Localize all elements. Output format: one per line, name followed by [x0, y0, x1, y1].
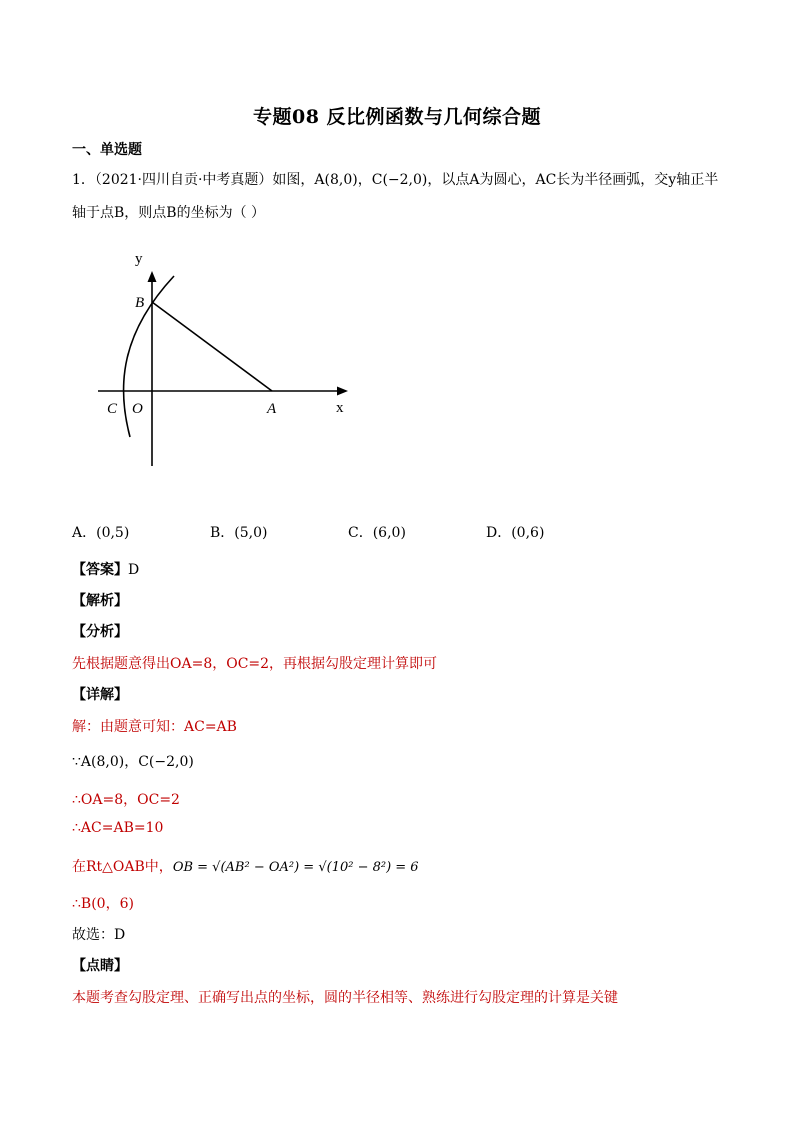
question-line-1: 1．（2021·四川自贡·中考真题）如图，A(8,0)，C(−2,0)，以点A为圆心，AC长为半径画弧，交y轴正半 — [72, 172, 719, 188]
step-5 — [72, 856, 419, 876]
section-heading: 一、单选题 — [72, 142, 142, 158]
step-3: ∴OA=8，OC=2 — [72, 792, 180, 808]
step-5-prefix: 在Rt△OAB中， — [72, 859, 173, 875]
step-2: ∵A(8,0)，C(−2,0) — [72, 754, 194, 770]
option-c[interactable]: C．(6,0) — [348, 525, 406, 541]
geometry-figure — [94, 244, 364, 474]
answer-line — [72, 559, 139, 579]
answer-tag: 【答案】 — [72, 562, 128, 578]
x-axis-arrow — [337, 387, 348, 396]
step-1: 解：由题意可知：AC=AB — [72, 719, 237, 735]
point-o-label: O — [132, 401, 143, 417]
question-line-2: 轴于点B，则点B的坐标为（ ） — [72, 205, 266, 221]
option-d[interactable]: D．(0,6) — [486, 525, 545, 541]
step-4: ∴AC=AB=10 — [72, 820, 164, 836]
segment-ab — [152, 302, 272, 391]
page-title: 专题08 反比例函数与几何综合题 — [252, 106, 542, 128]
detail-tag: 【详解】 — [72, 687, 128, 703]
comment-tag: 【点睛】 — [72, 958, 128, 974]
fenxi-tag: 【分析】 — [72, 624, 128, 640]
step-7: 故选：D — [72, 927, 126, 943]
x-axis-label: x — [336, 400, 344, 416]
step-5-formula: OB = √(AB² − OA²) = √(10² − 8²) = 6 — [172, 860, 419, 875]
option-b[interactable]: B．(5,0) — [210, 525, 268, 541]
fenxi-text: 先根据题意得出OA=8，OC=2，再根据勾股定理计算即可 — [72, 656, 438, 672]
point-b-label: B — [135, 295, 145, 311]
option-a[interactable]: A．(0,5) — [72, 525, 130, 541]
comment-text: 本题考查勾股定理、正确写出点的坐标，圆的半径相等、熟练进行勾股定理的计算是关键 — [72, 990, 618, 1006]
answer-value: D — [128, 562, 140, 578]
analysis-tag: 【解析】 — [72, 593, 128, 609]
point-c-label: C — [107, 401, 118, 417]
y-axis-arrow — [148, 271, 157, 282]
y-axis-label: y — [135, 251, 143, 267]
point-a-label: A — [267, 401, 277, 417]
step-6: ∴B(0，6) — [72, 896, 134, 912]
